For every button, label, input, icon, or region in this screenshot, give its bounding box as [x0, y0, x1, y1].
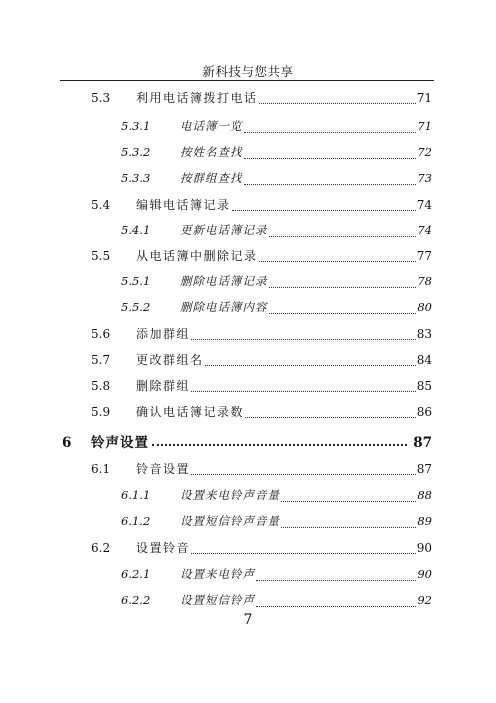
- toc-entry-page: 73: [417, 171, 432, 185]
- page-number: 7: [243, 612, 253, 628]
- toc-dot-leader: [256, 606, 416, 607]
- toc-dot-leader: [191, 391, 416, 392]
- toc-entry-number: 5.3.3: [121, 171, 151, 185]
- toc-entry-title: 设置来电铃声: [180, 567, 255, 581]
- toc-entry-page: 74: [417, 223, 432, 237]
- toc-entry-page: 77: [416, 249, 432, 263]
- toc-entry[interactable]: [121, 144, 432, 162]
- toc-entry-number: 5.4.1: [121, 223, 151, 237]
- toc-entry-page: 78: [417, 274, 432, 288]
- toc-entry-title: 设置铃音: [136, 541, 191, 555]
- toc-entry-number: 5.9: [91, 405, 111, 419]
- toc-dot-leader: [256, 580, 416, 581]
- toc-entry[interactable]: [121, 513, 432, 531]
- toc-entry-number: 5.3.1: [121, 119, 151, 133]
- toc-dot-leader: [281, 501, 416, 502]
- toc-entry-title: 利用电话簿拨打电话: [136, 91, 258, 105]
- toc-entry[interactable]: [91, 247, 432, 265]
- toc-entry-number: 5.6: [91, 327, 111, 341]
- toc-entry-number: 5.7: [91, 353, 111, 367]
- toc-entry-title: 编辑电话簿记录: [136, 198, 231, 212]
- toc-entry-page: 71: [416, 91, 432, 105]
- toc-entry-number: 6: [62, 435, 72, 451]
- toc-entry[interactable]: [91, 351, 432, 369]
- toc-dot-leader: [191, 553, 416, 554]
- toc-entry[interactable]: [121, 222, 432, 240]
- toc-entry[interactable]: [91, 196, 432, 214]
- toc-entry-page: 72: [417, 145, 432, 159]
- toc-dot-leader: [259, 261, 416, 262]
- toc-entry-number: 5.4: [91, 198, 111, 212]
- toc-dot-leader: [232, 210, 416, 211]
- toc-entry-page: 87: [416, 462, 432, 476]
- toc-entry-title: 按群组查找: [180, 171, 243, 185]
- toc-entry[interactable]: [91, 325, 432, 343]
- toc-entry-title: 设置短信铃声音量: [180, 514, 280, 528]
- toc-entry-title: 设置短信铃声: [180, 593, 255, 607]
- toc-entry-number: 6.2: [91, 541, 111, 555]
- toc-dot-leader: [191, 474, 416, 475]
- toc-entry-page: 90: [416, 541, 432, 555]
- toc-entry-title: 确认电话簿记录数: [136, 405, 245, 419]
- toc-entry-title: 更改群组名: [136, 353, 204, 367]
- toc-entry[interactable]: [62, 431, 432, 449]
- header-rule: [60, 80, 434, 81]
- toc-entry[interactable]: [121, 299, 432, 317]
- toc-entry-page: 80: [417, 300, 432, 314]
- toc-entry-number: 6.1: [91, 462, 111, 476]
- toc-dot-leader: [269, 236, 417, 237]
- toc-dot-leader: [281, 527, 416, 528]
- toc-dot-leader: [259, 103, 416, 104]
- toc-entry-number: 5.3: [91, 91, 111, 105]
- toc-entry[interactable]: [91, 539, 432, 557]
- toc-dot-leader: [244, 158, 417, 159]
- running-header: 新科技与您共享: [202, 64, 294, 79]
- toc-dot-leader: [205, 365, 416, 366]
- toc-entry[interactable]: [121, 170, 432, 188]
- toc-entry-page: 89: [417, 514, 432, 528]
- toc-dot-leader: [269, 287, 417, 288]
- toc-entry-title: 添加群组: [136, 327, 191, 341]
- toc-entry-number: 6.1.1: [121, 488, 151, 502]
- toc-entry[interactable]: [121, 487, 432, 505]
- toc-dot-leader: [269, 313, 417, 314]
- toc-entry-title: 设置来电铃声音量: [180, 488, 280, 502]
- toc-entry[interactable]: [121, 118, 432, 136]
- toc-entry-page: 88: [417, 488, 432, 502]
- toc-entry-page: 83: [416, 327, 432, 341]
- toc-entry-title: 铃音设置: [136, 462, 191, 476]
- toc-entry-number: 6.1.2: [121, 514, 151, 528]
- toc-entry[interactable]: [91, 89, 432, 107]
- toc-dot-leader: [244, 132, 417, 133]
- toc-entry-title: 从电话簿中删除记录: [136, 249, 258, 263]
- toc-entry-title: 更新电话簿记录: [180, 223, 268, 237]
- toc-entry-page: 84: [416, 353, 432, 367]
- toc-entry-page: 87: [413, 435, 432, 451]
- toc-dot-leader: [244, 184, 417, 185]
- toc-entry-title: 删除电话簿内容: [180, 300, 268, 314]
- toc-entry-number: 5.5: [91, 249, 111, 263]
- toc-entry-page: 74: [416, 198, 432, 212]
- toc-entry-number: 5.8: [91, 379, 111, 393]
- toc-entry-title: 铃声设置: [91, 435, 149, 451]
- toc-entry-number: 5.5.1: [121, 274, 151, 288]
- toc-entry[interactable]: [121, 592, 432, 610]
- toc-entry-number: 5.3.2: [121, 145, 151, 159]
- toc-entry[interactable]: [121, 566, 432, 584]
- toc-entry-title: 按姓名查找: [180, 145, 243, 159]
- toc-entry[interactable]: [121, 273, 432, 291]
- toc-dot-leader: [191, 339, 416, 340]
- toc-entry-title: 电话簿一览: [180, 119, 243, 133]
- toc-entry-page: 86: [416, 405, 432, 419]
- toc-entry[interactable]: [91, 377, 432, 395]
- toc-entry-page: 92: [417, 593, 432, 607]
- toc-entry-number: 5.5.2: [121, 300, 151, 314]
- toc-dot-leader: [152, 444, 407, 446]
- toc-entry-page: 90: [417, 567, 432, 581]
- toc-dot-leader: [245, 417, 416, 418]
- toc-entry-number: 6.2.1: [121, 567, 151, 581]
- toc-entry-title: 删除群组: [136, 379, 191, 393]
- toc-entry-title: 删除电话簿记录: [180, 274, 268, 288]
- toc-entry-page: 85: [416, 379, 432, 393]
- toc-entry[interactable]: [91, 460, 432, 478]
- toc-entry-page: 71: [417, 119, 432, 133]
- toc-entry[interactable]: [91, 403, 432, 421]
- toc-entry-number: 6.2.2: [121, 593, 151, 607]
